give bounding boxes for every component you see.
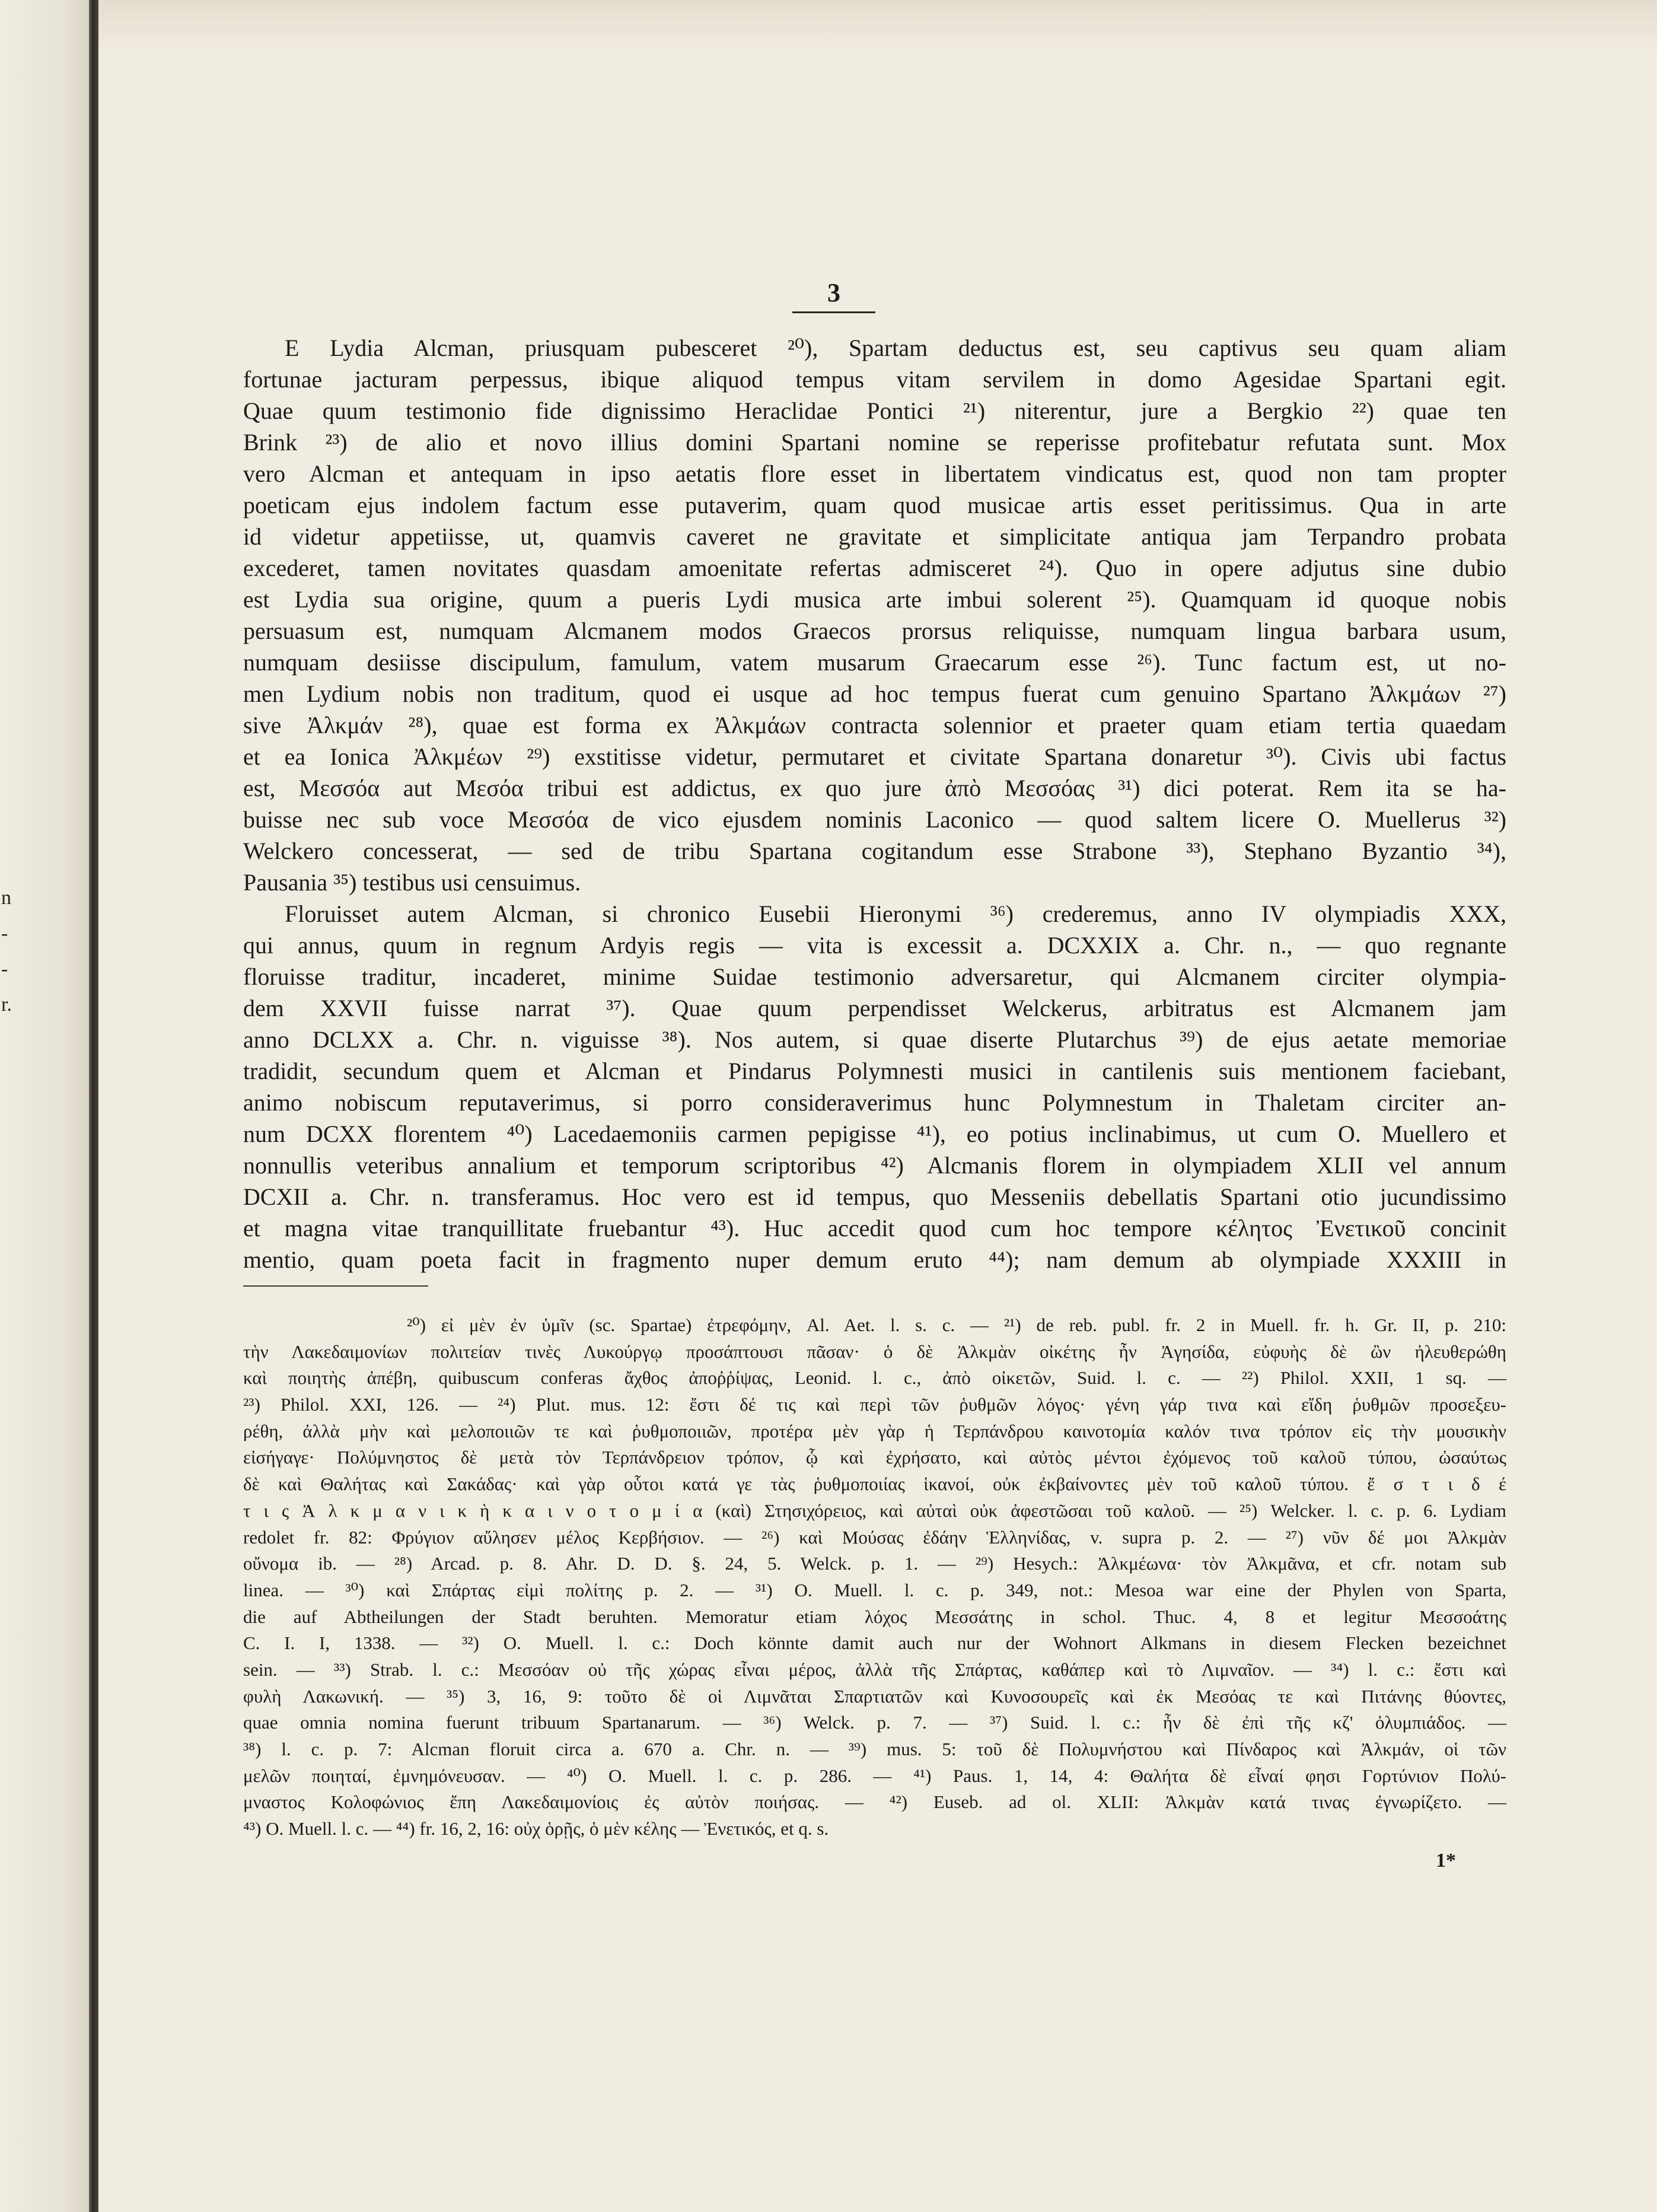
body-line: DCXII a. Chr. n. transferamus. Hoc vero est id tempus, quo Messeniis debellatis Spartani otio jucundissimo — [243, 1183, 1506, 1210]
footnote-line: ³⁸) l. c. p. 7: Alcman floruit circa a. 670 a. Chr. n. — ³⁹) mus. 5: τοῦ δὲ Πολυμνήστου καὶ Πίνδαρος καὶ Ἀλκμάν, οἱ τῶν — [243, 1739, 1506, 1759]
body-line: et ea Ionica Ἀλκμέων ²⁹) exstitisse videtur, permutaret et civitate Spartana donaretur ³⁰). Civis ubi factus — [243, 743, 1506, 770]
page-number: 3 — [792, 278, 875, 313]
body-line: Welckero concesserat, — sed de tribu Spartana cogitandum esse Strabone ³³), Stephano Byzantio ³⁴), — [243, 838, 1506, 864]
body-line: qui annus, quum in regnum Ardyis regis — vita is excessit a. DCXXIX a. Chr. n., — quo regnante — [243, 932, 1506, 959]
body-line: numquam desiisse discipulum, famulum, vatem musarum Graecarum esse ²⁶). Tunc factum est, ut no- — [243, 649, 1506, 676]
body-line: anno DCLXX a. Chr. n. viguisse ³⁸). Nos autem, si quae diserte Plutarchus ³⁹) de ejus aetate memoriae — [243, 1026, 1506, 1053]
signature-mark: 1* — [1436, 1850, 1456, 1872]
body-line: buisse nec sub voce Μεσσόα de vico ejusdem nominis Laconico — quod saltem licere O. Muellerus ³²) — [243, 806, 1506, 833]
body-line: est Lydia sua origine, quum a pueris Lydi musica arte imbui solerent ²⁵). Quamquam id quoque nobis — [243, 586, 1506, 613]
body-line: persuasum est, numquam Alcmanem modos Graecos prorsus reliquisse, numquam lingua barbara usum, — [243, 618, 1506, 644]
body-line: fortunae jacturam perpessus, ibique aliquod tempus vitam servilem in domo Agesidae Spartani egit. — [243, 366, 1506, 393]
footnote-line: ²⁰) εἰ μὲν ἐν ὑμῖν (sc. Spartae) ἐτρεφόμην, Al. Aet. l. s. c. — ²¹) de reb. publ. fr. 2 in Muell. fr. h. Gr. II, p. 210: — [407, 1315, 1506, 1335]
footnote-line: τὴν Λακεδαιμονίων πολιτείαν τινὲς Λυκούργῳ προσάπτουσι πᾶσαν· ὁ δὲ Ἀλκμὰν οἰκέτης ἦν Ἀγησίδα, εὐφυὴς δὲ ὢν ἠλευθερώθη — [243, 1341, 1506, 1362]
footnote-line: linea. — ³⁰) καὶ Σπάρτας εἰμὶ πολίτης p. 2. — ³¹) O. Muell. l. c. p. 349, not.: Mesoa war eine der Phylen von Sparta, — [243, 1579, 1506, 1600]
footnote-line: καὶ ποιητὴς ἀπέβη, quibuscum conferas ἄχθος ἀποῤῥίψας, Leonid. l. c., ἀπὸ οἰκετῶν, Suid. l. c. — ²²) Philol. XXII, 1 sq. — — [243, 1367, 1506, 1389]
footnote-line: φυλὴ Λακωνική. — ³⁵) 3, 16, 9: τοῦτο δὲ οἱ Λιμνᾶται Σπαρτιατῶν καὶ Κυνοσουρεῖς καὶ ἐκ Μεσόας τε καὶ Πιτάνης θύοντες, — [243, 1685, 1506, 1707]
page-top-shadow — [98, 0, 1657, 53]
body-line: mentio, quam poeta facit in fragmento nuper demum eruto ⁴⁴); nam demum ab olympiade XXXIII in — [243, 1246, 1506, 1273]
footnote-line: quae omnia nomina fuerunt tribuum Spartanarum. — ³⁶) Welck. p. 7. — ³⁷) Suid. l. c.: ἦν δὲ ἐπὶ τῆς κζ' ὀλυμπιάδος. — — [243, 1712, 1506, 1733]
body-line: nonnullis veteribus annalium et temporum scriptoribus ⁴²) Alcmanis florem in olympiadem XLII vel annum — [243, 1152, 1506, 1179]
footnote-line: εἰσήγαγε· Πολύμνηστος δὲ μετὰ τὸν Τερπάνδρειον τρόπον, ᾧ καὶ ἐχρήσατο, καὶ αὐτὸς μέντοι ἐχόμενος τοῦ καλοῦ τύπου, ὡσαύτως — [243, 1447, 1506, 1468]
footnote-line: τ ι ς Ἀ λ κ μ α ν ι κ ὴ κ α ι ν ο τ ο μ ί α (καὶ) Στησιχόρειος, καὶ αὐταὶ οὐκ ἀφεστῶσαι τοῦ καλοῦ. — ²⁵) Welcker. l. c. p. 6. Lydiam — [243, 1500, 1506, 1521]
left-fragment: n — [1, 887, 11, 909]
body-line: tradidit, secundum quem et Alcman et Pindarus Polymnesti musici in cantilenis suis mentionem faciebant, — [243, 1058, 1506, 1084]
footnote-line: μναστος Κολοφώνιος ἔπη Λακεδαιμονίοις ἐς αὐτὸν ποιήσας. — ⁴²) Euseb. ad ol. XLII: Ἀλκμὰν κατά τινας ἐγνωρίζετο. — — [243, 1791, 1506, 1813]
left-fragment: r. — [1, 994, 12, 1016]
body-line: dem XXVII fuisse narrat ³⁷). Quae quum perpendisset Welckerus, arbitratus est Alcmanem jam — [243, 995, 1506, 1021]
footnote-line: sein. — ³³) Strab. l. c.: Μεσσόαν οὐ τῆς χώρας εἶναι μέρος, ἀλλὰ τῆς Σπάρτας, καθάπερ καὶ τὸ Λιμναῖον. — ³⁴) l. c.: ἔστι καὶ — [243, 1659, 1506, 1680]
footnote-line: δὲ καὶ Θαλήτας καὶ Σακάδας· καὶ γὰρ οὗτοι κατά γε τὰς ῥυθμοποιίας ἱκανοί, οὐκ ἐκβαίνοντες μὲν τοῦ καλοῦ τύπου. ἔ σ τ ι δ έ — [243, 1473, 1506, 1495]
body-line: sive Ἀλκμάν ²⁸), quae est forma ex Ἀλκμάων contracta solennior et praeter quam etiam tertia quaedam — [243, 712, 1506, 739]
page — [98, 0, 1657, 2212]
body-line: Floruisset autem Alcman, si chronico Eusebii Hieronymi ³⁶) crederemus, anno IV olympiadis XXX, — [285, 900, 1506, 927]
body-line: men Lydium nobis non traditum, quod ei usque ad hoc tempus fuerat cum genuino Spartano Ἀλκμάων ²⁷) — [243, 680, 1506, 707]
footnotes — [243, 1312, 1506, 1842]
footnote-line: ρέθη, ἀλλὰ μὴν καὶ μελοποιιῶν τε καὶ ῥυθμοποιιῶν, προτέρα μὲν γὰρ ἡ Τερπάνδρου καινοτομία καλόν τινα τρόπον εἰς τὴν μουσικὴν — [243, 1420, 1506, 1441]
footnote-line: ²³) Philol. XXI, 126. — ²⁴) Plut. mus. 12: ἔστι δέ τις καὶ περὶ τῶν ῥυθμῶν λόγος· γένη γάρ τινα καὶ εἴδη ῥυθμῶν προσεξευ- — [243, 1394, 1506, 1415]
body-line: Brink ²³) de alio et novo illius domini Spartani nomine se reperisse profitebatur refutata sunt. Mox — [243, 429, 1506, 456]
footnote-line: C. I. I, 1338. — ³²) O. Muell. l. c.: Doch könnte damit auch nur der Wohnort Alkmans in diesem Flecken bezeichnet — [243, 1632, 1506, 1654]
footnote-line: οὔνομα ib. — ²⁸) Arcad. p. 8. Ahr. D. D. §. 24, 5. Welck. p. 1. — ²⁹) Hesych.: Ἀλκμέωνα· τὸν Ἀλκμᾶνα, et cfr. notam sub — [243, 1553, 1506, 1574]
body-line: et magna vitae tranquillitate fruebantur ⁴³). Huc accedit quod cum hoc tempore κέλητος Ἐνετικοῦ concinit — [243, 1215, 1506, 1242]
footnote-line: redolet fr. 82: Φρύγιον αὔλησεν μέλος Κερβήσιον. — ²⁶) καὶ Μούσας ἐδάην Ἑλληνίδας, v. supra p. 2. — ²⁷) νῦν δέ μοι Ἀλκμὰν — [243, 1526, 1506, 1548]
body-line: id videtur appetiisse, ut, quamvis caveret ne gravitate et simplicitate antiqua jam Terpandro probata — [243, 523, 1506, 550]
footnote-separator — [243, 1285, 428, 1287]
left-fragment: - — [1, 922, 8, 944]
footnote-line: die auf Abtheilungen der Stadt beruhten. Memoratur etiam λόχος Μεσσάτης in schol. Thuc. 4, 8 et legitur Μεσσοάτης — [243, 1606, 1506, 1627]
book-gutter — [89, 0, 98, 2212]
body-line: num DCXX florentem ⁴⁰) Lacedaemoniis carmen pepigisse ⁴¹), eo potius inclinabimus, ut cum O. Muellero et — [243, 1121, 1506, 1147]
body-line: animo nobiscum reputaverimus, si porro consideraverimus hunc Polymnestum in Thaletam circiter an- — [243, 1089, 1506, 1116]
body-line: vero Alcman et antequam in ipso aetatis flore esset in libertatem vindicatus est, quod non tam propter — [243, 460, 1506, 487]
body-line: E Lydia Alcman, priusquam pubesceret ²⁰), Spartam deductus est, seu captivus seu quam aliam — [285, 335, 1506, 361]
body-line: est, Μεσσόα aut Μεσόα tribui est addictus, ex quo jure ἀπὸ Μεσσόας ³¹) dici poterat. Rem ita se ha- — [243, 775, 1506, 801]
body-line: poeticam ejus indolem factum esse putaverim, quam quod musicae artis esset peritissimus. Qua in arte — [243, 492, 1506, 518]
left-fragment: - — [1, 958, 8, 980]
body-line: Pausania ³⁵) testibus usi censuimus. — [243, 869, 581, 896]
body-line: Quae quum testimonio fide dignissimo Heraclidae Pontici ²¹) niterentur, jure a Bergkio ²²) quae ten — [243, 397, 1506, 424]
previous-page-edge — [0, 0, 89, 2212]
body-line: floruisse traditur, incaderet, minime Suidae testimonio adversaretur, qui Alcmanem circiter olympia- — [243, 963, 1506, 990]
footnote-line: μελῶν ποιηταί, ἐμνημόνευσαν. — ⁴⁰) O. Muell. l. c. p. 286. — ⁴¹) Paus. 1, 14, 4: Θαλήτα δὲ εἶναί φησι Γορτύνιον Πολύ- — [243, 1765, 1506, 1786]
body-line: excederet, tamen novitates quasdam amoenitate refertas admisceret ²⁴). Quo in opere adjutus sine dubio — [243, 555, 1506, 581]
main-text — [243, 332, 1506, 1275]
footnote-line: ⁴³) O. Muell. l. c. — ⁴⁴) fr. 16, 2, 16: οὐχ ὁρῇς, ὁ μὲν κέλης — Ἐνετικός, et q. s. — [243, 1818, 829, 1839]
